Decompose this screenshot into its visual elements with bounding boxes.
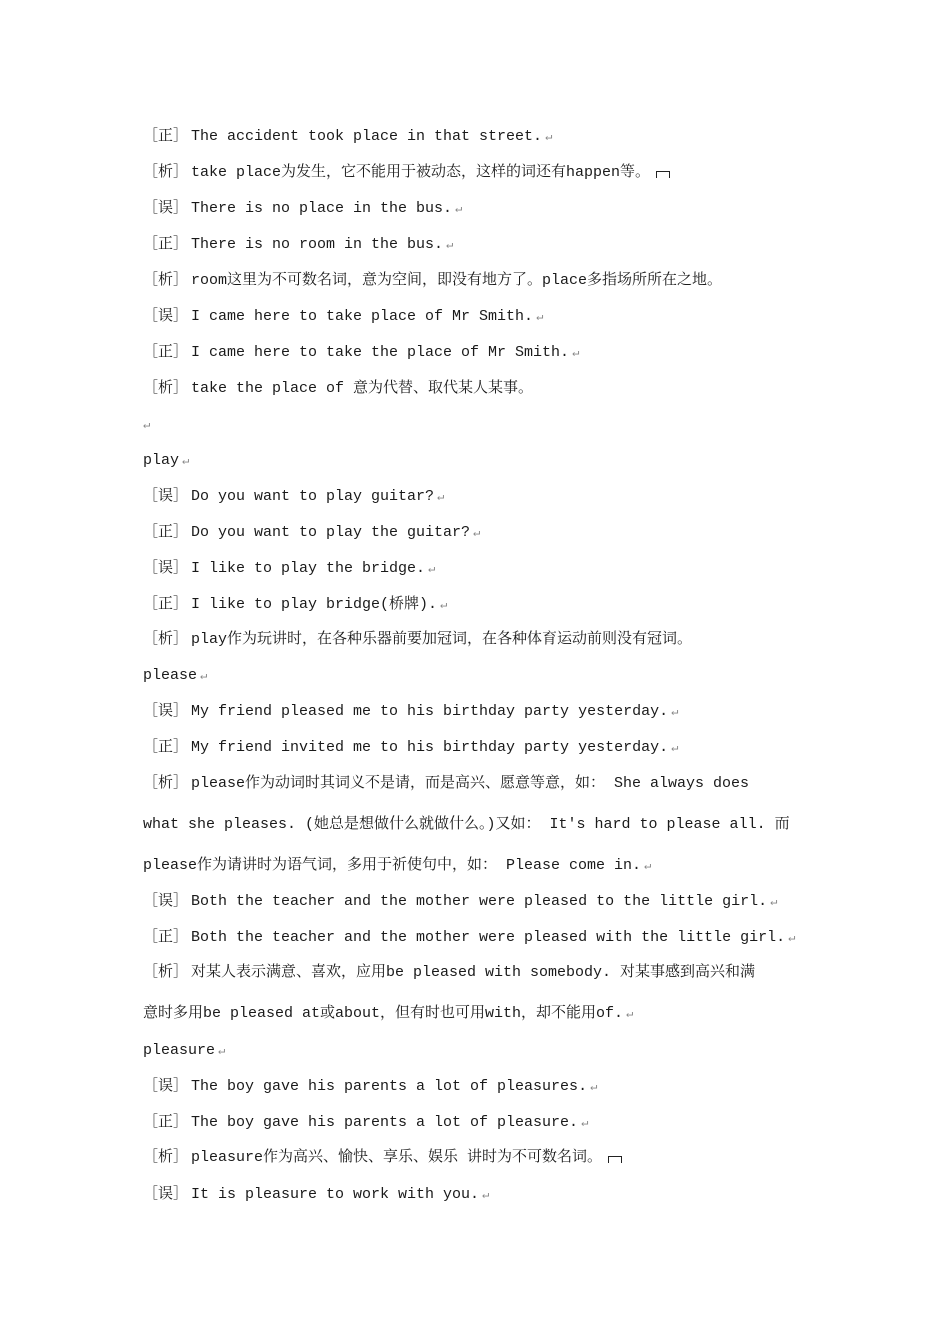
line-text: pleasure作为高兴、愉快、享乐、娱乐 讲时为不可数名词。 — [191, 1149, 603, 1166]
line-text: Do you want to play the guitar? — [191, 524, 471, 541]
line-text: I came here to take the place of Mr Smith. — [191, 344, 570, 361]
line-tag: ［误］ — [143, 1186, 189, 1203]
line-text: It is pleasure to work with you. — [191, 1186, 480, 1203]
cursor-mark-icon — [656, 171, 670, 178]
text-line — [143, 343, 579, 363]
line-tag: ［析］ — [143, 1149, 189, 1166]
line-tag: ［正］ — [143, 344, 189, 361]
text-line — [143, 774, 749, 794]
line-text: please作为请讲时为语气词，多用于祈使句中，如： Please come in. — [143, 857, 642, 874]
line-tag: ［正］ — [143, 929, 189, 946]
text-line — [143, 1077, 597, 1097]
paragraph-mark-icon: ↵ — [182, 454, 190, 468]
text-line — [143, 738, 678, 758]
paragraph-mark-icon: ↵ — [671, 705, 679, 719]
line-text: 对某人表示满意、喜欢，应用be pleased with somebody. 对某事感到高兴和满 — [191, 964, 756, 981]
text-line — [143, 487, 444, 507]
line-tag: ［正］ — [143, 596, 189, 613]
paragraph-mark-icon: ↵ — [770, 895, 778, 909]
paragraph-mark-icon: ↵ — [446, 238, 454, 252]
paragraph-mark-icon: ↵ — [788, 931, 796, 945]
line-tag: ［误］ — [143, 560, 189, 577]
paragraph-mark-icon: ↵ — [143, 418, 151, 432]
section-heading — [143, 666, 207, 686]
text-line — [143, 235, 453, 255]
cursor-mark-icon — [608, 1156, 622, 1163]
paragraph-mark-icon: ↵ — [572, 346, 580, 360]
line-tag: ［正］ — [143, 739, 189, 756]
line-text: My friend pleased me to his birthday party yesterday. — [191, 703, 669, 720]
text-line — [143, 892, 777, 912]
line-text: I came here to take place of Mr Smith. — [191, 308, 534, 325]
line-text: take place为发生，它不能用于被动态，这样的词还有happen等。 — [191, 164, 651, 181]
line-text: There is no room in the bus. — [191, 236, 444, 253]
line-tag: ［正］ — [143, 1114, 189, 1131]
text-line — [143, 595, 447, 615]
line-text: room这里为不可数名词，意为空间，即没有地方了。place多指场所所在之地。 — [191, 272, 723, 289]
line-text: I like to play the bridge. — [191, 560, 426, 577]
line-tag: ［误］ — [143, 893, 189, 910]
line-tag: ［误］ — [143, 488, 189, 505]
text-line — [143, 1185, 489, 1205]
line-text: Do you want to play guitar? — [191, 488, 435, 505]
text-line — [143, 630, 692, 650]
line-tag: ［正］ — [143, 128, 189, 145]
text-line — [143, 928, 795, 948]
paragraph-mark-icon: ↵ — [644, 859, 652, 873]
line-text: Both the teacher and the mother were pleased to the little girl. — [191, 893, 768, 910]
line-tag: ［误］ — [143, 703, 189, 720]
line-tag: ［正］ — [143, 236, 189, 253]
text-line — [143, 199, 462, 219]
paragraph-mark-icon: ↵ — [590, 1080, 598, 1094]
line-tag: ［析］ — [143, 164, 189, 181]
text-line — [143, 523, 480, 543]
text-line — [143, 379, 533, 399]
paragraph-mark-icon: ↵ — [671, 741, 679, 755]
text-line — [143, 702, 678, 722]
line-tag: ［析］ — [143, 380, 189, 397]
text-line — [143, 856, 651, 876]
line-text: pleasure — [143, 1042, 216, 1059]
line-tag: ［误］ — [143, 1078, 189, 1095]
line-tag: ［析］ — [143, 272, 189, 289]
paragraph-mark-icon: ↵ — [545, 130, 553, 144]
line-tag: ［正］ — [143, 524, 189, 541]
line-text: 意时多用be pleased at或about，但有时也可用with，却不能用of. — [143, 1005, 624, 1022]
line-text: The accident took place in that street. — [191, 128, 543, 145]
paragraph-mark-icon: ↵ — [200, 669, 208, 683]
line-text: play作为玩讲时，在各种乐器前要加冠词，在各种体育运动前则没有冠词。 — [191, 631, 693, 648]
text-line — [143, 1148, 622, 1168]
paragraph-mark-icon: ↵ — [626, 1007, 634, 1021]
paragraph-mark-icon: ↵ — [437, 490, 445, 504]
text-line — [143, 307, 543, 327]
text-line — [143, 127, 552, 147]
text-line — [143, 271, 722, 291]
text-line — [143, 815, 790, 835]
line-text: The boy gave his parents a lot of pleasures. — [191, 1078, 588, 1095]
text-line — [143, 1004, 633, 1024]
line-text: what she pleases. (她总是想做什么就做什么。)又如： It's hard to please all. 而 — [143, 816, 790, 833]
line-tag: ［析］ — [143, 964, 189, 981]
line-tag: ［误］ — [143, 200, 189, 217]
section-heading — [143, 451, 189, 471]
text-line — [143, 163, 670, 183]
line-tag: ［误］ — [143, 308, 189, 325]
line-text: play — [143, 452, 180, 469]
paragraph-mark-icon: ↵ — [473, 526, 481, 540]
line-text: I like to play bridge(桥牌). — [191, 596, 438, 613]
line-text: The boy gave his parents a lot of pleasure. — [191, 1114, 579, 1131]
line-text: There is no place in the bus. — [191, 200, 453, 217]
paragraph-mark-icon: ↵ — [482, 1188, 490, 1202]
paragraph-mark-icon: ↵ — [581, 1116, 589, 1130]
line-text: My friend invited me to his birthday party yesterday. — [191, 739, 669, 756]
line-text: Both the teacher and the mother were pleased with the little girl. — [191, 929, 786, 946]
paragraph-mark-icon: ↵ — [455, 202, 463, 216]
paragraph-mark-icon: ↵ — [218, 1044, 226, 1058]
line-text: take the place of 意为代替、取代某人某事。 — [191, 380, 534, 397]
paragraph-mark-icon: ↵ — [536, 310, 544, 324]
section-heading — [143, 1041, 225, 1061]
text-line — [143, 559, 435, 579]
text-line — [143, 415, 150, 435]
paragraph-mark-icon: ↵ — [440, 598, 448, 612]
line-text: please — [143, 667, 198, 684]
line-text: please作为动词时其词义不是请，而是高兴、愿意等意，如： She always does — [191, 775, 750, 792]
text-line — [143, 963, 755, 983]
paragraph-mark-icon: ↵ — [428, 562, 436, 576]
line-tag: ［析］ — [143, 775, 189, 792]
text-line — [143, 1113, 588, 1133]
line-tag: ［析］ — [143, 631, 189, 648]
